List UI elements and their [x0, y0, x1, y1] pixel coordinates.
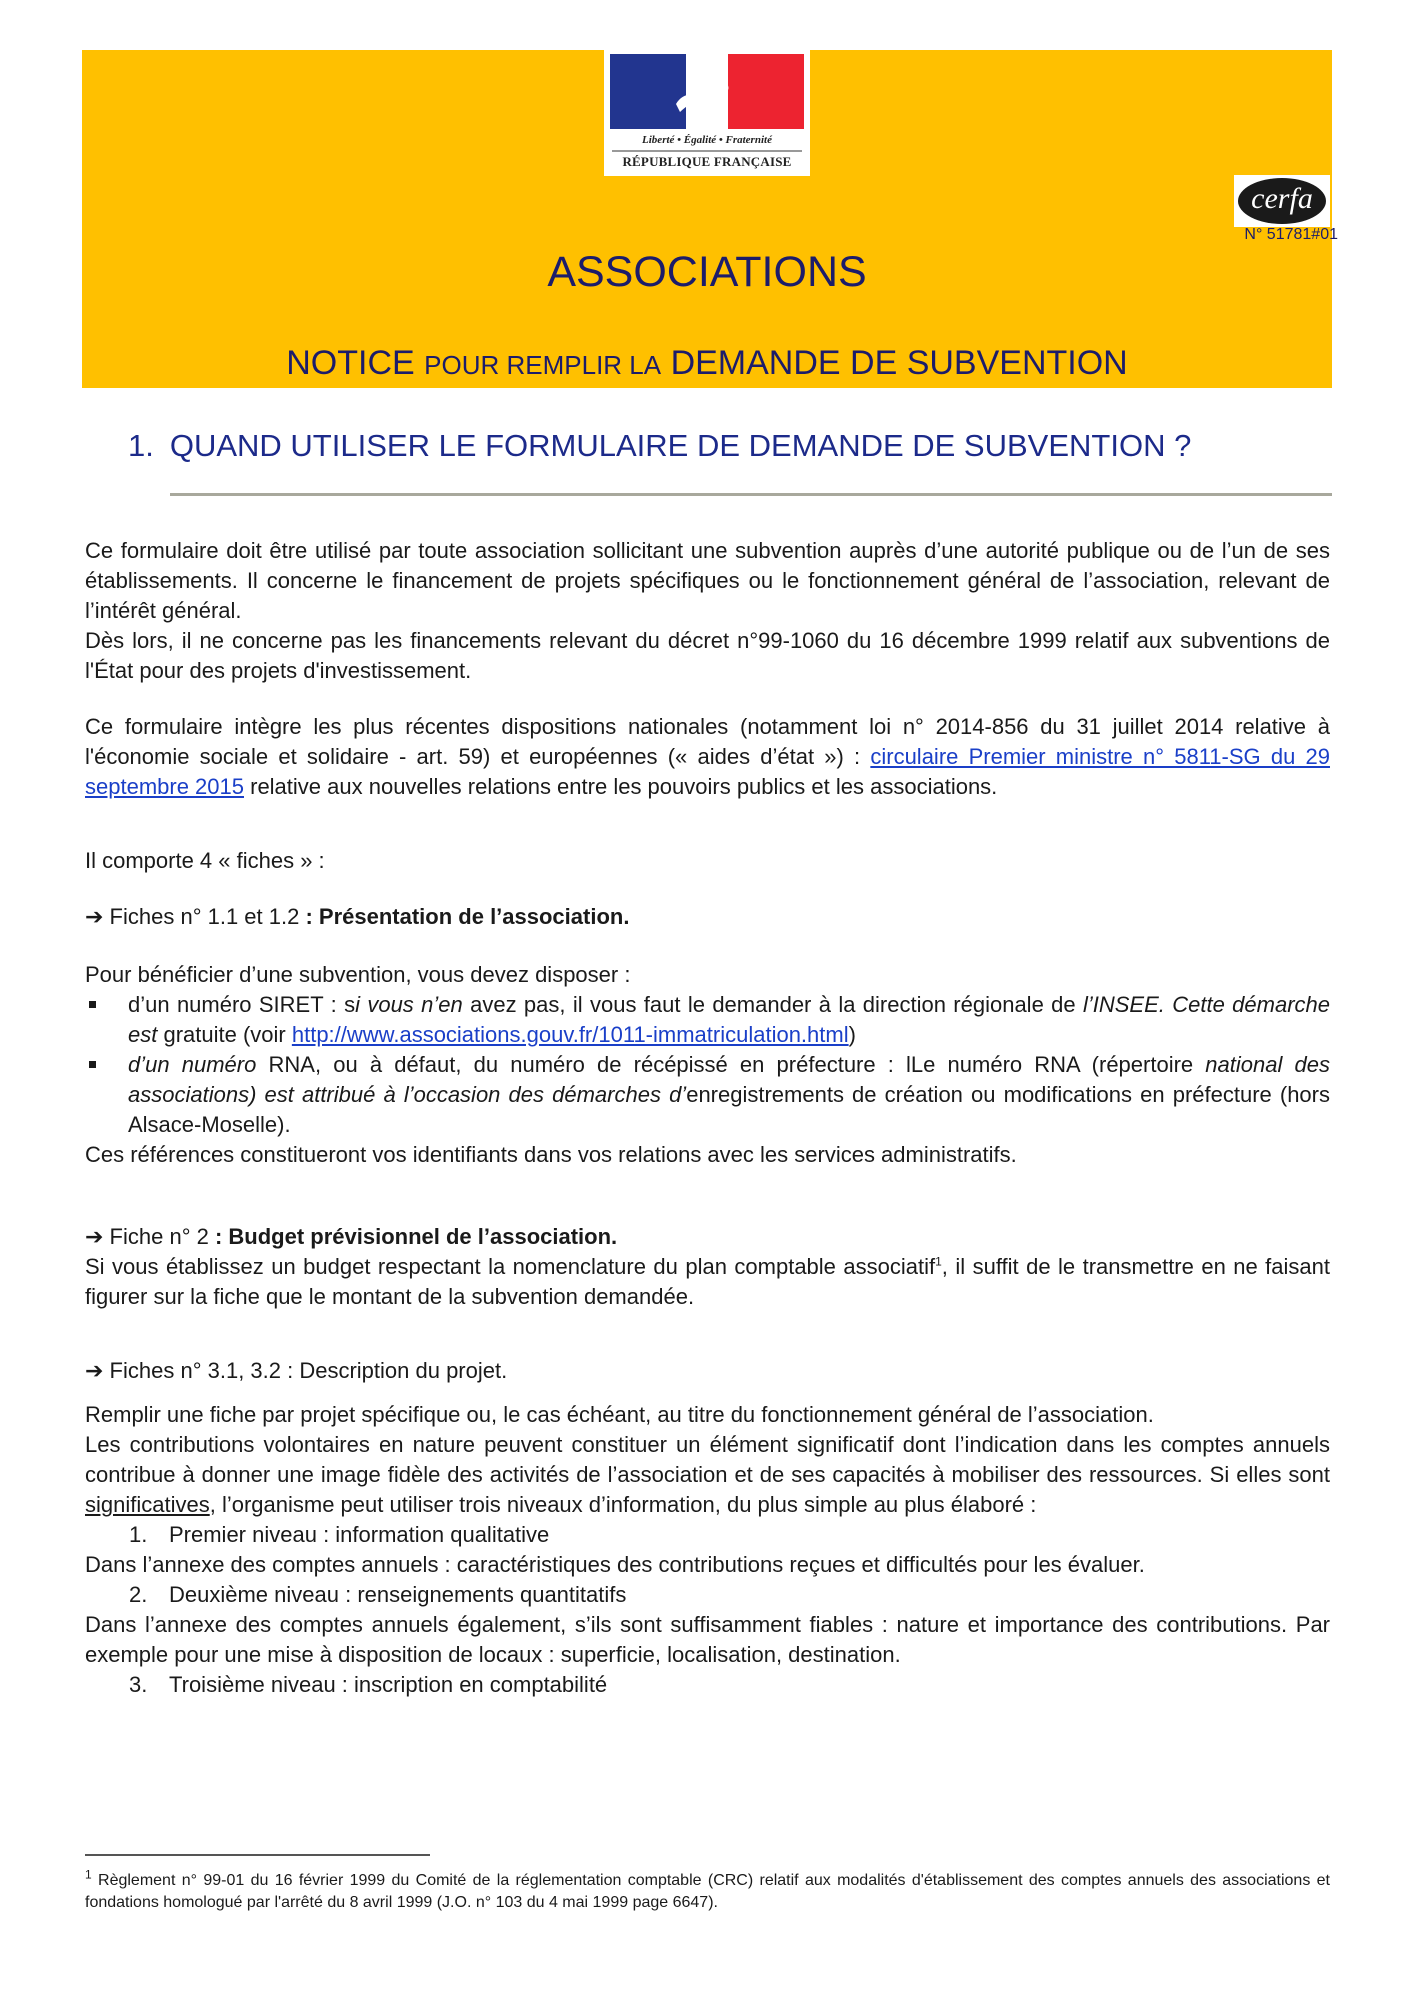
section-heading — [128, 428, 1191, 464]
subtitle-middle: POUR REMPLIR LA — [424, 350, 662, 380]
logo-name: RÉPUBLIQUE FRANÇAISE — [622, 154, 792, 169]
footnote-text: Règlement n° 99-01 du 16 février 1999 du Comité de la réglementation comptable (CRC) relatif aux modalités d'établissement des comptes annuels des associations et fondations homologué par l'arrêté du 8 avril 1999 (J.O. n° 103 du 4 mai 1999 page 6647). — [85, 1872, 1330, 1911]
fiche-3-p2-b: , l’organisme peut utiliser trois niveaux d’information, du plus simple au plus élaboré : — [209, 1492, 1037, 1517]
rna-italic-2: national des associations) est attribué à l’occasion des démarches d’ — [128, 1052, 1330, 1107]
siret-text-3: gratuite (voir — [157, 1022, 292, 1047]
legal-block — [85, 712, 1330, 802]
footnote-number: 1 — [85, 1867, 92, 1882]
level-item-3 — [85, 1670, 1330, 1700]
section-number: 1. — [128, 428, 154, 463]
paragraph-usage: Ce formulaire doit être utilisé par toute association sollicitant une subvention auprès d’une autorité publique ou de l’un de ses établissements. Il concerne le financement de projets spécifiques ou le fonctionnement général de l’association, relevant de l’intérêt général. — [85, 538, 1330, 623]
level-item-1 — [85, 1520, 1330, 1550]
fiche-3-p1: Remplir une fiche par projet spécifique ou, le cas échéant, au titre du fonctionnement général de l’association. — [85, 1402, 1154, 1427]
section-title: QUAND UTILISER LE FORMULAIRE DE DEMANDE DE SUBVENTION ? — [169, 428, 1192, 463]
footnote-divider — [85, 1854, 430, 1856]
level-label: Troisième niveau : inscription en comptabilité — [169, 1672, 608, 1697]
siret-text-4: ) — [848, 1022, 856, 1047]
paragraph-legal — [85, 712, 1330, 802]
fiche-2-text-a: Si vous établissez un budget respectant la nomenclature du plan comptable associatif — [85, 1254, 936, 1279]
cerfa-logo — [1234, 175, 1330, 227]
level-number: 2. — [129, 1582, 148, 1607]
fiche-1-title: : Présentation de l’association. — [305, 904, 630, 929]
siret-text: d’un numéro SIRET : s — [128, 992, 356, 1017]
fiche-3-label: Fiches n° 3.1, 3.2 : Description du projet. — [103, 1358, 508, 1383]
rna-text: RNA, ou à défaut, du numéro de récépissé en préfecture : lLe numéro RNA (répertoire — [256, 1052, 1206, 1077]
fiche-2-block — [85, 1222, 1330, 1312]
level-number: 1. — [129, 1522, 148, 1547]
siret-italic: i vous n’en — [355, 992, 463, 1017]
footnote-ref[interactable]: 1 — [935, 1254, 942, 1269]
fiche-1-intro: Pour bénéficier d’une subvention, vous devez disposer : — [85, 962, 631, 987]
level-desc-1: Dans l’annexe des comptes annuels : caractéristiques des contributions reçues et difficultés pour les évaluer. — [85, 1552, 1145, 1577]
legal-text: Ce formulaire intègre les plus récentes dispositions nationales (notamment loi n° 2014-856 du 31 juillet 2014 relative à l'économie sociale et solidaire - art. 59) et européennes (« aides d’état ») : — [85, 714, 1330, 769]
siret-text-2: avez pas, il vous faut le demander à la direction régionale de — [462, 992, 1083, 1017]
level-label: Premier niveau : information qualitative — [169, 1522, 550, 1547]
rna-text-2: enregistrements de création ou modifications en préfecture (hors Alsace-Moselle). — [128, 1082, 1330, 1137]
bullet-square-icon — [89, 1061, 96, 1068]
arrow-right-icon: ➔ — [85, 1224, 104, 1249]
level-number: 3. — [129, 1672, 148, 1697]
republique-francaise-logo — [604, 50, 810, 176]
level-desc-2: Dans l’annexe des comptes annuels également, s’ils sont suffisamment fiables : nature et importance des contributions. Par exemple pour une mise à disposition de locaux : superficie, localisation, destination. — [85, 1612, 1330, 1667]
paragraph-exclusion: Dès lors, il ne concerne pas les financements relevant du décret n°99-1060 du 16 décembre 1999 relatif aux subventions de l'État pour des projets d'investissement. — [85, 628, 1330, 683]
rna-italic: d’un numéro — [128, 1052, 257, 1077]
footnote — [85, 1867, 1330, 1914]
siret-italic-2: l’INSEE. Cette démarche est — [128, 992, 1331, 1047]
fiche-1-label: Fiches n° 1.1 et 1.2 — [103, 904, 306, 929]
fiche-2-heading — [85, 1222, 1330, 1252]
list-item-siret — [85, 990, 1330, 1050]
legal-text-end: relative aux nouvelles relations entre les pouvoirs publics et les associations. — [244, 774, 998, 799]
subtitle-demande: DEMANDE DE SUBVENTION — [670, 344, 1128, 382]
immatriculation-link[interactable]: http://www.associations.gouv.fr/1011-immatriculation.html — [291, 1022, 849, 1047]
intro-block — [85, 536, 1330, 686]
bullet-square-icon — [89, 1001, 96, 1008]
circulaire-link[interactable]: circulaire Premier ministre n° 5811-SG du 29 septembre 2015 — [85, 744, 1330, 799]
cerfa-number: N° 51781#01 — [1244, 226, 1338, 243]
fiche-3-p2 — [85, 1430, 1330, 1520]
marianne-profile-icon — [674, 54, 736, 128]
fiche-1-block — [85, 902, 1330, 1170]
fiche-2-text-b: , il suffit de le transmettre en ne faisant figurer sur la fiche que le montant de la subvention demandée. — [85, 1254, 1331, 1309]
fiche-1-heading — [85, 902, 1330, 932]
section-divider — [170, 493, 1332, 496]
fiche-3-block — [85, 1356, 1330, 1700]
arrow-right-icon: ➔ — [85, 1358, 104, 1383]
cerfa-logo-text: cerfa — [1238, 178, 1326, 224]
document-subtitle — [82, 344, 1332, 383]
arrow-right-icon: ➔ — [85, 904, 104, 929]
document-title: ASSOCIATIONS — [547, 248, 867, 296]
fiche-2-title: : Budget prévisionnel de l’association. — [214, 1224, 618, 1249]
fiche-2-text — [85, 1252, 1330, 1312]
fiche-1-outro: Ces références constitueront vos identifiants dans vos relations avec les services administratifs. — [85, 1142, 1017, 1167]
paragraph-fiches-count: Il comporte 4 « fiches » : — [85, 848, 325, 873]
fiche-3-p2-underlined: significatives — [85, 1492, 210, 1517]
level-label: Deuxième niveau : renseignements quantitatifs — [169, 1582, 627, 1607]
list-item-rna — [85, 1050, 1330, 1140]
subtitle-notice: NOTICE — [286, 344, 415, 382]
fiche-3-heading — [85, 1356, 1330, 1386]
fiche-3-p2-a: Les contributions volontaires en nature peuvent constituer un élément significatif dont l’indication dans les comptes annuels contribue à donner une image fidèle des activités de l’association et de ses capacités à mobiliser des ressources. Si elles sont — [85, 1432, 1330, 1487]
fiches-intro — [85, 846, 1330, 876]
logo-divider — [612, 150, 802, 152]
logo-motto: Liberté • Égalité • Fraternité — [642, 134, 772, 146]
level-item-2 — [85, 1580, 1330, 1610]
fiche-2-label: Fiche n° 2 — [103, 1224, 215, 1249]
